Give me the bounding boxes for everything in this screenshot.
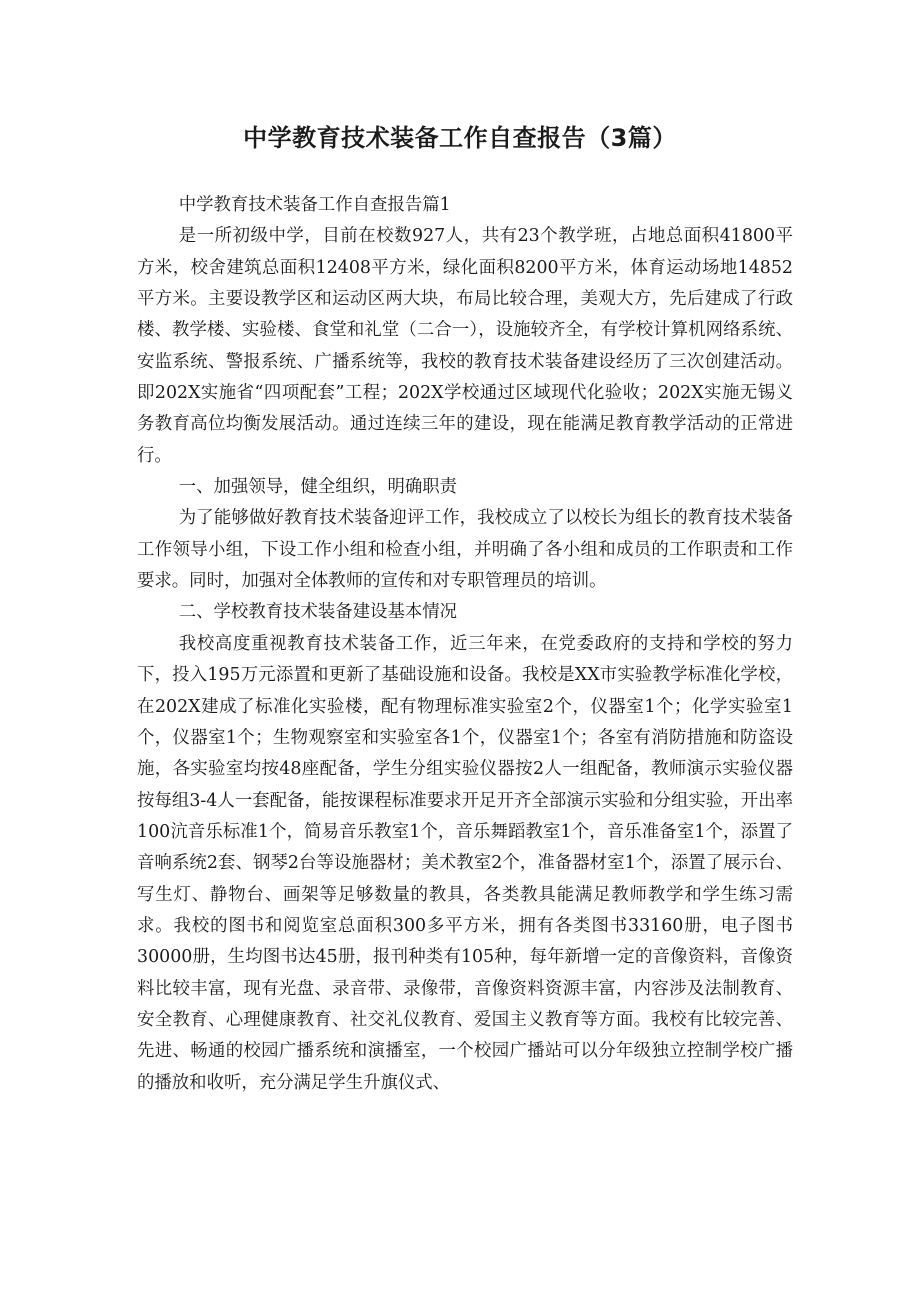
- paragraph-equipment-status: 我校高度重视教育技术装备工作，近三年来，在党委政府的支持和学校的努力下，投入195万元添置和更新了基础设施和设备。我校是XX市实验教学标准化学校，在202X建成了标准化实验楼，配有物理标准实验室2个，仪器室1个；化学实验室1个，仪器室1个；生物观察室和实验室各1个，仪器室1个；各室有消防措施和防盗设施，各实验室均按48座配备，学生分组实验仪器按2人一组配备，教师演示实验仪器按每组3-4人一套配备，能按课程标准要求开足开齐全部演示实验和分组实验，开出率100沆音乐标准1个，简易音乐教室1个，音乐舞蹈教室1个，音乐准备室1个，添置了音响系统2套、钢琴2台等设施器材；美术教室2个，准备器材室1个，添置了展示台、写生灯、静物台、画架等足够数量的教具，各类教具能满足教师教学和学生练习需求。我校的图书和阅览室总面积300多平方米，拥有各类图书33160册，电子图书30000册，生均图书达45册，报刊种类有105种，每年新增一定的音像资料，音像资料比较丰富，现有光盘、录音带、录像带，音像资料资源丰富，内容涉及法制教育、安全教育、心理健康教育、社交礼仪教育、爱国主义教育等方面。我校有比较完善、先进、畅通的校园广播系统和演播室，一个校园广播站可以分年级独立控制学校广播的播放和收听，充分满足学生升旗仪式、: [137, 633, 793, 1093]
- paragraph-leadership: 为了能够做好教育技术装备迎评工作，我校成立了以校长为组长的教育技术装备工作领导小组，下设工作小组和检查小组，并明确了各小组和成员的工作职责和工作要求。同时，加强对全体教师的宣传和对专职管理员的培训。: [137, 508, 793, 592]
- heading-leadership: 一、加强领导，健全组织，明确职责: [178, 477, 458, 498]
- heading-equipment-status: 二、学校教育技术装备建设基本情况: [178, 602, 458, 623]
- paragraph-school-overview: 是一所初级中学，目前在校数927人，共有23个教学班，占地总面积41800平方米，校舍建筑总面积12408平方米，绿化面积8200平方米，体育运动场地14852平方米。主要设教学区和运动区两大块，布局比较合理，美观大方，先后建成了行政楼、教学楼、实验楼、食堂和礼堂（二合一），设施较齐全，有学校计算机网络系统、安监系统、警报系统、广播系统等，我校的教育技术装备建设经历了三次创建活动。即202X实施省“四项配套”工程；202X学校通过区域现代化验收；202X实施无锡义务教育高位均衡发展活动。通过连续三年的建设，现在能满足教育教学活动的正常进行。: [137, 226, 793, 466]
- document-body: [137, 190, 793, 1099]
- document-title: 中学教育技术装备工作自查报告（3篇）: [243, 124, 677, 152]
- section-subtitle: 中学教育技术装备工作自查报告篇1: [178, 195, 451, 215]
